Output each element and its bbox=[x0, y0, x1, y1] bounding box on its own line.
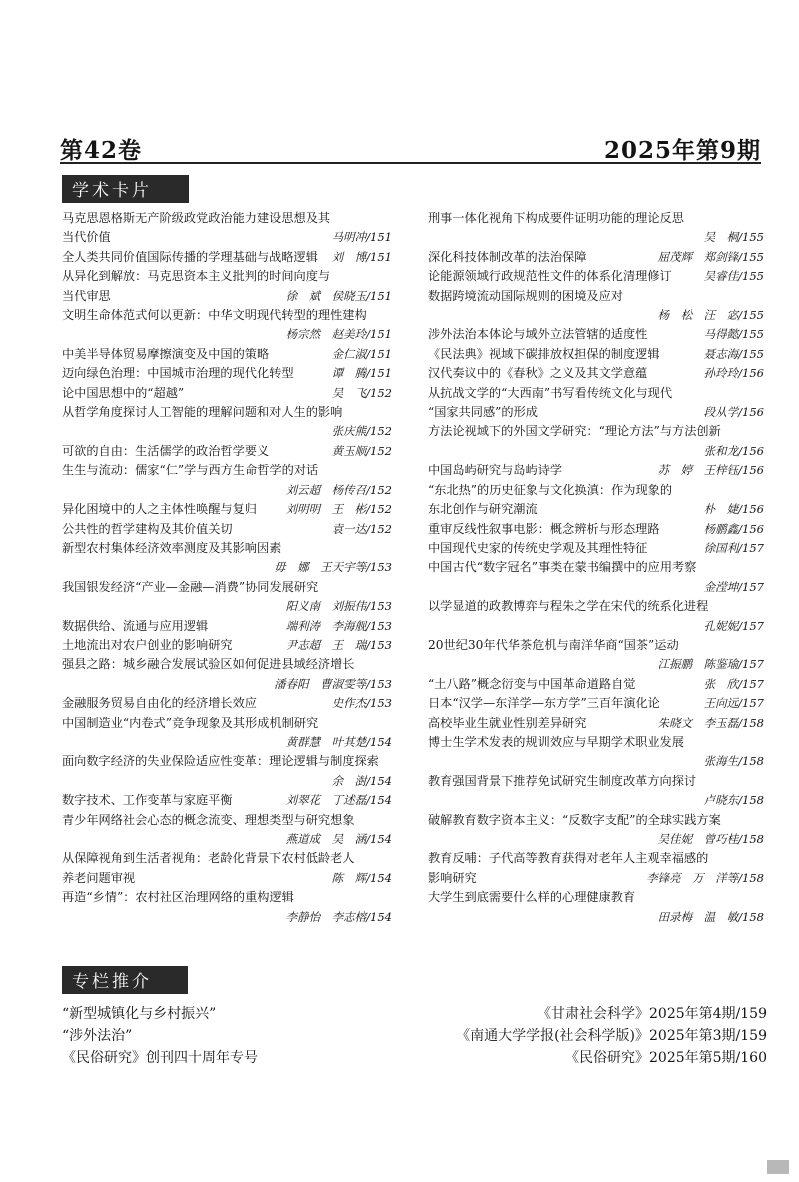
toc-entry-author: 江振鹏 陈鉴瑜/157 bbox=[657, 657, 764, 672]
watermark-logo bbox=[767, 1160, 789, 1174]
toc-entry-title: 异化困境中的人之主体性唤醒与复归 bbox=[62, 502, 257, 517]
toc-entry-title: 再造“乡情”：农村社区治理网络的重构逻辑 bbox=[62, 890, 294, 905]
toc-entry-author: 李静怡 李志榕/154 bbox=[285, 909, 392, 924]
toc-entry-title: 数据供给、流通与应用逻辑 bbox=[62, 618, 209, 633]
toc-entry-title: 面向数字经济的失业保险适应性变革：理论逻辑与制度探索 bbox=[62, 754, 379, 769]
toc-entry-author: 王向远/157 bbox=[703, 696, 764, 711]
toc-entry-row bbox=[62, 869, 392, 888]
toc-entry-row bbox=[62, 791, 392, 810]
toc-entry bbox=[428, 267, 764, 286]
toc-entry-author: 屈茂辉 郑剑锋/155 bbox=[657, 249, 764, 264]
toc-entry-title: 中国古代“数字冠名”事类在蒙书编撰中的应用考察 bbox=[428, 560, 697, 575]
toc-entry-author: 段从学/156 bbox=[703, 405, 764, 420]
toc-entry bbox=[428, 694, 764, 713]
toc-entry-title: 中国现代史家的传统史学观及其理性特征 bbox=[428, 540, 648, 555]
recommendation-item bbox=[62, 1025, 767, 1047]
toc-entry-author: 吴睿佳/155 bbox=[703, 269, 764, 284]
toc-entry-row bbox=[62, 345, 392, 364]
toc-entry-author: 端利涛 李海舰/153 bbox=[285, 618, 392, 633]
toc-entry bbox=[428, 811, 764, 850]
toc-entry-title: 土地流出对农户创业的影响研究 bbox=[62, 637, 233, 652]
toc-entry bbox=[428, 364, 764, 383]
toc-entry bbox=[428, 888, 764, 927]
toc-entry bbox=[62, 791, 392, 810]
toc-entry-title: “土八路”概念衍变与中国革命道路自觉 bbox=[428, 676, 636, 691]
toc-entry-title: 养老问题审视 bbox=[62, 870, 136, 885]
toc-entry-author: 阳义南 刘振伟/153 bbox=[285, 599, 392, 614]
toc-entry bbox=[62, 209, 392, 248]
toc-entry-author: 吴佳妮 曾巧桂/158 bbox=[657, 832, 764, 846]
toc-entry-title: 以学显道的政教博弈与程朱之学在宋代的统系化进程 bbox=[428, 599, 709, 614]
recommendation-source: 《南通大学学报(社会科学版)》2025年第3期/159 bbox=[456, 1028, 767, 1044]
toc-entry-author: 苏 婷 王梓钰/156 bbox=[657, 463, 764, 478]
recommendation-topic: “涉外法治” bbox=[62, 1028, 133, 1044]
toc-entry-title: 刑事一体化视角下构成要件证明功能的理论反思 bbox=[428, 211, 684, 225]
toc-entry-row bbox=[62, 617, 392, 636]
toc-entry-author: 尹志超 王 瑞/153 bbox=[285, 637, 392, 652]
toc-entry bbox=[428, 636, 764, 675]
toc-entry-title: 当代价值 bbox=[62, 230, 111, 245]
toc-entry-row bbox=[62, 248, 392, 267]
toc-entry-row bbox=[62, 520, 392, 539]
toc-entry-author: 陈 辉/154 bbox=[331, 870, 392, 885]
toc-entry-author: 毋 娜 王天宇等/153 bbox=[274, 560, 392, 575]
issue-label: 2025年第9期 bbox=[603, 137, 761, 164]
toc-entry-author: 燕道成 吴 涵/154 bbox=[285, 832, 392, 846]
toc-entry-row bbox=[62, 442, 392, 461]
toc-entry-row bbox=[428, 714, 764, 733]
toc-entry-title: 教育强国背景下推荐免试研究生制度改革方向探讨 bbox=[428, 773, 697, 788]
toc-entry bbox=[428, 287, 764, 326]
toc-entry-author: 孙玲玲/156 bbox=[703, 366, 764, 381]
toc-entry-title: 中美半导体贸易摩擦演变及中国的策略 bbox=[62, 346, 270, 361]
toc-entry-author: 卢晓东/158 bbox=[703, 793, 764, 808]
right-column-toc bbox=[428, 209, 764, 927]
recommendation-topic: 《民俗研究》创刊四十周年专号 bbox=[62, 1050, 258, 1066]
toc-entry-author: 朴 婕/156 bbox=[703, 502, 764, 517]
recommendation-topic: “新型城镇化与乡村振兴” bbox=[62, 1006, 217, 1022]
toc-entry-row bbox=[62, 500, 392, 519]
toc-entry bbox=[62, 403, 392, 442]
toc-entry-author: 杨宗然 赵美玲/151 bbox=[285, 327, 392, 342]
toc-entry-row bbox=[428, 461, 764, 480]
toc-entry bbox=[62, 306, 392, 345]
toc-entry-author: 黄玉顺/152 bbox=[331, 443, 392, 458]
toc-entry bbox=[428, 733, 764, 772]
toc-entry-author: 黄群慧 叶其楚/154 bbox=[285, 734, 392, 749]
toc-entry bbox=[428, 520, 764, 539]
recommendation-source: 《甘肃社会科学》2025年第4期/159 bbox=[537, 1006, 767, 1022]
toc-entry-author: 张 欣/157 bbox=[703, 676, 764, 691]
toc-entry-title: “国家共同感”的形成 bbox=[428, 405, 538, 420]
toc-entry-row bbox=[428, 694, 764, 713]
toc-entry bbox=[428, 461, 764, 480]
toc-entry-title: 数据跨境流动国际规则的困境及应对 bbox=[428, 288, 623, 303]
toc-entry-author: 李锋亮 万 洋等/158 bbox=[646, 870, 764, 885]
section-academic-cards-title: 学术卡片 bbox=[62, 175, 189, 203]
toc-entry bbox=[428, 325, 764, 344]
toc-entry-title: 从异化到解放：马克思资本主义批判的时间向度与 bbox=[62, 269, 331, 284]
toc-entry bbox=[62, 248, 392, 267]
toc-entry-author: 朱晓文 李玉磊/158 bbox=[657, 715, 764, 730]
toc-entry-title: 全人类共同价值国际传播的学理基础与战略逻辑 bbox=[62, 249, 318, 264]
toc-entry-author: 谭 腾/151 bbox=[331, 366, 392, 381]
toc-entry bbox=[428, 772, 764, 811]
toc-entry bbox=[428, 384, 764, 423]
section-column-recommend-title: 专栏推介 bbox=[62, 966, 188, 994]
toc-entry bbox=[62, 539, 392, 578]
toc-entry-author: 张海生/158 bbox=[703, 754, 764, 769]
toc-entry bbox=[428, 422, 764, 461]
toc-entry-title: 日本“汉学—东洋学—东方学”三百年演化论 bbox=[428, 696, 660, 711]
toc-entry-title: 从保障视角到生活者视角：老龄化背景下农村低龄老人 bbox=[62, 851, 355, 866]
toc-entry bbox=[62, 500, 392, 519]
toc-entry-title: 《民法典》视域下碳排放权担保的制度逻辑 bbox=[428, 346, 660, 361]
toc-entry-author: 聂志海/155 bbox=[703, 346, 764, 361]
toc-entry-title: 迈向绿色治理：中国城市治理的现代化转型 bbox=[62, 366, 294, 381]
toc-entry bbox=[428, 714, 764, 733]
toc-entry-author: 金仁淑/151 bbox=[331, 346, 392, 361]
toc-entry-row bbox=[62, 384, 392, 403]
toc-entry bbox=[62, 655, 392, 694]
toc-entry-title: 重审反线性叙事电影：概念辨析与形态理路 bbox=[428, 521, 660, 536]
toc-entry-title: 破解教育数字资本主义：“反数字支配”的全球实践方案 bbox=[428, 812, 721, 827]
toc-entry-title: 新型农村集体经济效率测度及其影响因素 bbox=[62, 540, 282, 555]
toc-entry-author: 徐 斌 侯晓玉/151 bbox=[285, 288, 392, 303]
toc-entry-title: 当代审思 bbox=[62, 288, 111, 303]
toc-entry-author: 刘翠花 丁述磊/154 bbox=[285, 793, 392, 808]
toc-entry-row bbox=[62, 636, 392, 655]
toc-entry bbox=[62, 752, 392, 791]
toc-entry-author: 田录梅 温 敏/158 bbox=[657, 909, 764, 924]
toc-entry bbox=[428, 597, 764, 636]
toc-entry-title: 方法论视域下的外国文学研究：“理论方法”与方法创新 bbox=[428, 424, 721, 439]
toc-entry bbox=[62, 384, 392, 403]
toc-entry bbox=[428, 345, 764, 364]
toc-entry-row bbox=[428, 675, 764, 694]
toc-entry bbox=[428, 248, 764, 267]
toc-entry bbox=[62, 694, 392, 713]
toc-entry-title: 汉代奏议中的《春秋》之义及其文学意蕴 bbox=[428, 366, 648, 381]
toc-entry bbox=[428, 849, 764, 888]
toc-entry-row bbox=[428, 520, 764, 539]
toc-entry-title: 影响研究 bbox=[428, 870, 477, 885]
recommendation-item bbox=[62, 1047, 767, 1069]
toc-entry-row bbox=[428, 267, 764, 286]
toc-entry-row bbox=[428, 539, 764, 558]
recommendation-source: 《民俗研究》2025年第5期/160 bbox=[565, 1050, 767, 1066]
toc-entry-title: 公共性的哲学建构及其价值关切 bbox=[62, 521, 233, 536]
toc-entry-title: 东北创作与研究潮流 bbox=[428, 502, 538, 517]
toc-entry bbox=[428, 209, 764, 248]
toc-entry-title: 大学生到底需要什么样的心理健康教育 bbox=[428, 890, 636, 905]
toc-entry bbox=[62, 636, 392, 655]
toc-entry-author: 孔妮妮/157 bbox=[703, 618, 764, 633]
toc-entry-row bbox=[62, 364, 392, 383]
toc-entry-row bbox=[428, 325, 764, 344]
toc-entry-author: 史作杰/153 bbox=[331, 696, 392, 711]
toc-entry-author: 刘 博/151 bbox=[331, 249, 392, 264]
toc-entry-title: 生生与流动：儒家“仁”学与西方生命哲学的对话 bbox=[62, 463, 319, 478]
toc-entry-title: 论能源领域行政规范性文件的体系化清理修订 bbox=[428, 269, 672, 284]
toc-entry-row bbox=[428, 403, 764, 422]
toc-entry bbox=[62, 617, 392, 636]
toc-entry-title: 可欲的自由：生活儒学的政治哲学要义 bbox=[62, 443, 270, 458]
toc-entry-title: 金融服务贸易自由化的经济增长效应 bbox=[62, 696, 257, 711]
toc-entry-title: 博士生学术发表的规训效应与早期学术职业发展 bbox=[428, 734, 684, 749]
toc-entry-author: 余 澍/154 bbox=[331, 773, 392, 788]
toc-entry bbox=[62, 520, 392, 539]
recommendation-item bbox=[62, 1003, 767, 1025]
toc-entry-row bbox=[428, 364, 764, 383]
toc-entry bbox=[62, 849, 392, 888]
toc-entry-author: 吴 飞/152 bbox=[331, 385, 392, 400]
toc-entry-author: 袁一达/152 bbox=[331, 521, 392, 536]
toc-entry-author: 张庆熊/152 bbox=[331, 424, 392, 439]
toc-entry-author: 杨 松 汪 宓/155 bbox=[657, 308, 764, 323]
toc-entry-row bbox=[428, 869, 764, 888]
toc-entry-row bbox=[428, 500, 764, 519]
toc-entry bbox=[62, 714, 392, 753]
toc-entry-author: 杨鹏鑫/156 bbox=[703, 521, 764, 536]
toc-entry-title: 数字技术、工作变革与家庭平衡 bbox=[62, 793, 233, 808]
toc-entry-row bbox=[428, 248, 764, 267]
left-column-toc bbox=[62, 209, 392, 927]
toc-entry-title: 高校毕业生就业性别差异研究 bbox=[428, 715, 587, 730]
toc-entry-row bbox=[62, 694, 392, 713]
toc-entry-author: 刘云超 杨传召/152 bbox=[285, 482, 392, 497]
toc-entry-author: 吴 桐/155 bbox=[703, 230, 764, 245]
toc-entry-title: 深化科技体制改革的法治保障 bbox=[428, 249, 587, 264]
toc-entry bbox=[62, 811, 392, 850]
toc-entry bbox=[428, 481, 764, 520]
toc-entry bbox=[62, 267, 392, 306]
volume-label: 第42卷 bbox=[60, 137, 143, 164]
toc-entry-author: 马明冲/151 bbox=[331, 230, 392, 245]
toc-entry-title: “东北热”的历史征象与文化换滇：作为现象的 bbox=[428, 482, 673, 497]
toc-entry bbox=[62, 888, 392, 927]
toc-entry-author: 潘春阳 曹淑雯等/153 bbox=[274, 676, 392, 691]
toc-entry-title: 文明生命体范式何以更新：中华文明现代转型的理性建构 bbox=[62, 308, 367, 323]
toc-entry bbox=[62, 442, 392, 461]
page-header bbox=[60, 132, 761, 164]
toc-entry-title: 马克思恩格斯无产阶级政党政治能力建设思想及其 bbox=[62, 211, 331, 225]
toc-entry-title: 中国岛屿研究与岛屿诗学 bbox=[428, 463, 563, 478]
toc-entry-title: 青少年网络社会心态的概念流变、理想类型与研究想象 bbox=[62, 812, 355, 827]
toc-entry-row bbox=[62, 287, 392, 306]
toc-entry bbox=[62, 364, 392, 383]
toc-entry-title: 教育反哺：子代高等教育获得对老年人主观幸福感的 bbox=[428, 851, 709, 866]
toc-entry-title: 从抗战文学的“大西南”书写看传统文化与现代 bbox=[428, 385, 673, 400]
toc-entry-title: 涉外法治本体论与域外立法管辖的适度性 bbox=[428, 327, 648, 342]
toc-entry bbox=[428, 558, 764, 597]
toc-entry-title: 从哲学角度探讨人工智能的理解问题和对人生的影响 bbox=[62, 405, 343, 420]
toc-entry-row bbox=[428, 345, 764, 364]
toc-entry-author: 徐国利/157 bbox=[703, 540, 764, 555]
toc-entry-title: 20世纪30年代华茶危机与南洋华商“国茶”运动 bbox=[428, 637, 679, 652]
toc-entry-title: 我国银发经济“产业—金融—消费”协同发展研究 bbox=[62, 579, 319, 594]
toc-entry-title: 中国制造业“内卷式”竞争现象及其形成机制研究 bbox=[62, 715, 319, 730]
toc-entry bbox=[62, 461, 392, 500]
toc-entry-row bbox=[62, 228, 392, 247]
toc-entry-author: 马得懿/155 bbox=[703, 327, 764, 342]
recommendations-list bbox=[62, 1003, 767, 1069]
toc-entry bbox=[428, 539, 764, 558]
toc-entry-title: 论中国思想中的“超越” bbox=[62, 385, 185, 400]
toc-entry bbox=[62, 578, 392, 617]
toc-entry-title: 强县之路：城乡融合发展试验区如何促进县域经济增长 bbox=[62, 657, 355, 672]
toc-entry-author: 刘明明 王 彬/152 bbox=[285, 502, 392, 517]
toc-entry-author: 张和龙/156 bbox=[703, 443, 764, 458]
toc-entry bbox=[428, 675, 764, 694]
toc-entry bbox=[62, 345, 392, 364]
toc-entry-author: 金滢坤/157 bbox=[703, 579, 764, 594]
